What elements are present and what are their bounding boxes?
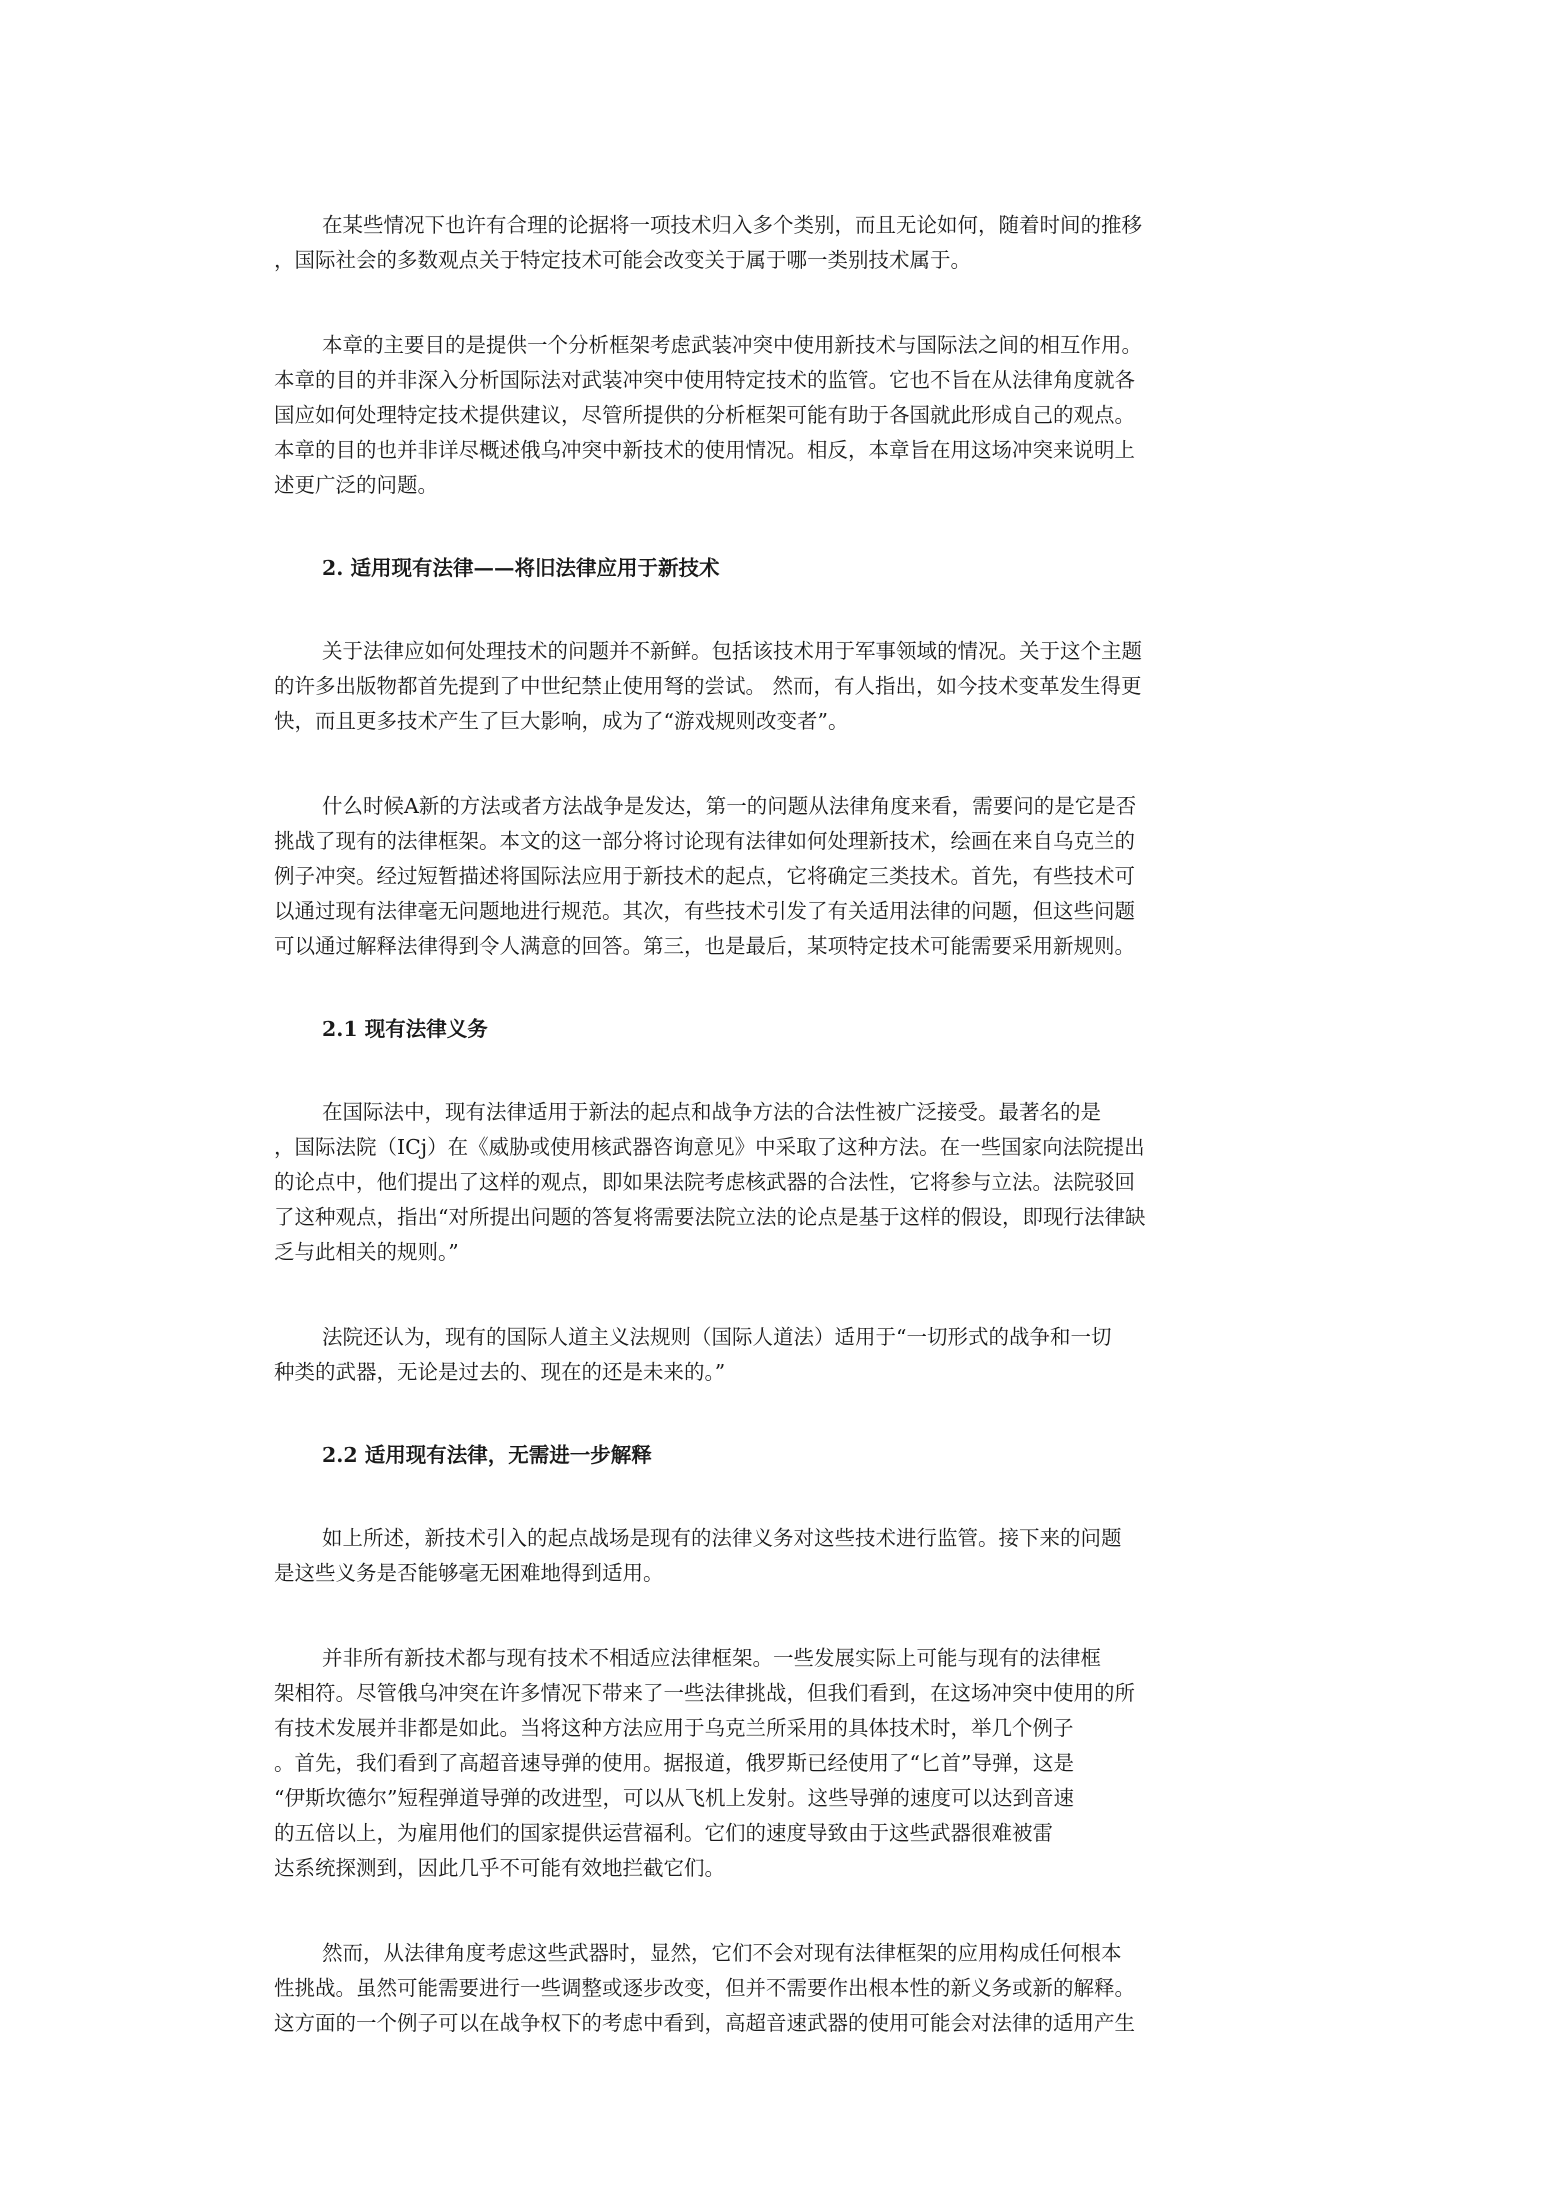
text-line: 可以通过解释法律得到令人满意的回答。第三，也是最后，某项特定技术可能需要采用新规则。 (274, 934, 1135, 958)
text-line: ，国际社会的多数观点关于特定技术可能会改变关于属于哪一类别技术属于。 (274, 248, 971, 272)
text-line: 什么时候A新的方法或者方法战争是发达，第一的问题从法律角度来看，需要问的是它是否 (322, 794, 1137, 818)
text-line: 性挑战。虽然可能需要进行一些调整或逐步改变，但并不需要作出根本性的新义务或新的解释。 (274, 1976, 1135, 2000)
section-heading-2-1: 2.1 现有法律义务 (322, 1017, 488, 1041)
paragraph-8 (274, 1641, 1298, 1886)
section-heading-2-2: 2.2 适用现有法律，无需进一步解释 (322, 1443, 652, 1467)
text-line: 这方面的一个例子可以在战争权下的考虑中看到，高超音速武器的使用可能会对法律的适用产生 (274, 2011, 1135, 2035)
text-line: 然而，从法律角度考虑这些武器时，显然，它们不会对现有法律框架的应用构成任何根本 (322, 1941, 1122, 1965)
text-line: 的许多出版物都首先提到了中世纪禁止使用弩的尝试。 然而，有人指出，如今技术变革发生得更 (274, 674, 1142, 698)
text-line: 挑战了现有的法律框架。本文的这一部分将讨论现有法律如何处理新技术，绘画在来自乌克兰的 (274, 829, 1135, 853)
text-line: 并非所有新技术都与现有技术不相适应法律框架。一些发展实际上可能与现有的法律框 (322, 1646, 1101, 1670)
section-heading-2: 2. 适用现有法律——将旧法律应用于新技术 (322, 556, 720, 580)
paragraph-4 (274, 789, 1298, 964)
text-line: 有技术发展并非都是如此。当将这种方法应用于乌克兰所采用的具体技术时，举几个例子 (274, 1716, 1074, 1740)
text-line: 在某些情况下也许有合理的论据将一项技术归入多个类别，而且无论如何，随着时间的推移 (322, 213, 1142, 237)
paragraph-9 (274, 1936, 1298, 2041)
paragraph-3 (274, 634, 1298, 739)
text-line: 在国际法中，现有法律适用于新法的起点和战争方法的合法性被广泛接受。最著名的是 (322, 1100, 1101, 1124)
text-line: 以通过现有法律毫无问题地进行规范。其次，有些技术引发了有关适用法律的问题，但这些问题 (274, 899, 1135, 923)
text-line: 架相符。尽管俄乌冲突在许多情况下带来了一些法律挑战，但我们看到，在这场冲突中使用的所 (274, 1681, 1135, 1705)
text-line: 如上所述，新技术引入的起点战场是现有的法律义务对这些技术进行监管。接下来的问题 (322, 1526, 1122, 1550)
text-line: 。首先，我们看到了高超音速导弹的使用。据报道，俄罗斯已经使用了“匕首”导弹，这是 (274, 1751, 1074, 1775)
text-line: 国应如何处理特定技术提供建议，尽管所提供的分析框架可能有助于各国就此形成自己的观点。 (274, 403, 1135, 427)
text-line: 本章的主要目的是提供一个分析框架考虑武装冲突中使用新技术与国际法之间的相互作用。 (322, 333, 1142, 357)
text-line: 的论点中，他们提出了这样的观点，即如果法院考虑核武器的合法性，它将参与立法。法院驳回 (274, 1170, 1135, 1194)
text-line: ，国际法院（ICj）在《威胁或使用核武器咨询意见》中采取了这种方法。在一些国家向法院提出 (274, 1135, 1145, 1159)
paragraph-1 (274, 208, 1298, 278)
paragraph-7 (274, 1521, 1298, 1591)
document-body (274, 208, 1298, 2041)
text-line: 乏与此相关的规则。” (274, 1240, 459, 1264)
text-line: 达系统探测到，因此几乎不可能有效地拦截它们。 (274, 1856, 725, 1880)
text-line: 了这种观点，指出“对所提出问题的答复将需要法院立法的论点是基于这样的假设，即现行法律缺 (274, 1205, 1146, 1229)
paragraph-6 (274, 1320, 1298, 1390)
text-line: 关于法律应如何处理技术的问题并不新鲜。包括该技术用于军事领域的情况。关于这个主题 (322, 639, 1142, 663)
text-line: 述更广泛的问题。 (274, 473, 438, 497)
paragraph-5 (274, 1095, 1298, 1270)
paragraph-2 (274, 328, 1298, 503)
text-line: 法院还认为，现有的国际人道主义法规则（国际人道法）适用于“一切形式的战争和一切 (322, 1325, 1112, 1349)
text-line: 是这些义务是否能够毫无困难地得到适用。 (274, 1561, 664, 1585)
text-line: 本章的目的也并非详尽概述俄乌冲突中新技术的使用情况。相反，本章旨在用这场冲突来说明上 (274, 438, 1135, 462)
text-line: 本章的目的并非深入分析国际法对武装冲突中使用特定技术的监管。它也不旨在从法律角度就各 (274, 368, 1135, 392)
text-line: 例子冲突。经过短暂描述将国际法应用于新技术的起点，它将确定三类技术。首先，有些技术可 (274, 864, 1135, 888)
text-line: “伊斯坎德尔”短程弹道导弹的改进型，可以从飞机上发射。这些导弹的速度可以达到音速 (274, 1786, 1074, 1810)
text-line: 的五倍以上，为雇用他们的国家提供运营福利。它们的速度导致由于这些武器很难被雷 (274, 1821, 1053, 1845)
text-line: 种类的武器，无论是过去的、现在的还是未来的。” (274, 1360, 726, 1384)
text-line: 快，而且更多技术产生了巨大影响，成为了“游戏规则改变者”。 (274, 709, 849, 733)
